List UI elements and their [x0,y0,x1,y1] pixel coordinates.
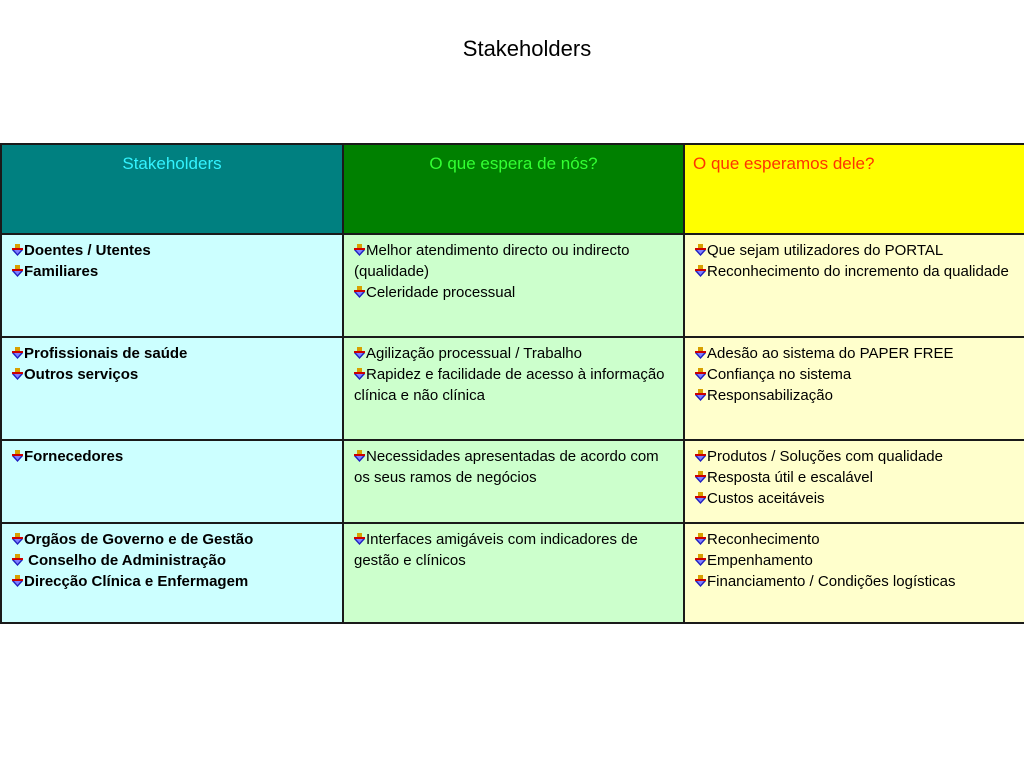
arrow-down-bullet-icon [12,575,23,587]
list-item-text: Fornecedores [24,448,124,465]
arrow-down-bullet-icon [12,554,23,566]
list-item-text: Interfaces amigáveis com indicadores de gestão e clínicos [354,531,642,569]
list-item-text: Agilização processual / Trabalho [366,345,582,362]
list-item [12,240,333,261]
list-item-text: Custos aceitáveis [707,490,825,507]
header-expects-from-us: O que espera de nós? [343,144,684,234]
stakeholders-table [0,143,1024,624]
list-item-text: Rapidez e facilidade de acesso à informação clínica e não clínica [354,366,669,404]
arrow-down-bullet-icon [354,286,365,298]
list-item [695,529,1015,550]
arrow-down-bullet-icon [695,244,706,256]
arrow-down-bullet-icon [695,533,706,545]
list-item-text: Reconhecimento [707,531,820,548]
list-item-text: Financiamento / Condições logísticas [707,573,956,590]
arrow-down-bullet-icon [695,389,706,401]
arrow-down-bullet-icon [354,533,365,545]
list-item [354,282,674,303]
list-item [695,240,1015,261]
list-item [695,364,1015,385]
list-item [12,529,333,550]
arrow-down-bullet-icon [12,244,23,256]
list-item [12,550,333,571]
list-item [12,343,333,364]
list-item [354,529,674,571]
arrow-down-bullet-icon [695,265,706,277]
list-item [695,343,1015,364]
arrow-down-bullet-icon [695,492,706,504]
list-item-text: Responsabilização [707,387,833,404]
list-item-text: Melhor atendimento directo ou indirecto (qualidade) [354,242,634,280]
cell-expects-from-us [343,234,684,337]
cell-we-expect [684,523,1024,623]
list-item-text: Outros serviços [24,366,139,383]
list-item-text: Produtos / Soluções com qualidade [707,448,943,465]
list-item [354,364,674,406]
arrow-down-bullet-icon [695,554,706,566]
list-item [695,261,1015,282]
arrow-down-bullet-icon [354,450,365,462]
arrow-down-bullet-icon [354,244,365,256]
list-item-text: Resposta útil e escalável [707,469,873,486]
header-we-expect: O que esperamos dele? [684,144,1024,234]
list-item-text: Que sejam utilizadores do PORTAL [707,242,944,259]
cell-stakeholders [1,440,343,523]
table-row [1,440,1024,523]
list-item-text: Familiares [24,263,99,280]
list-item [354,446,674,488]
cell-we-expect [684,337,1024,440]
cell-expects-from-us [343,523,684,623]
arrow-down-bullet-icon [695,368,706,380]
list-item-text: Reconhecimento do incremento da qualidade [707,263,1009,280]
arrow-down-bullet-icon [354,347,365,359]
arrow-down-bullet-icon [12,265,23,277]
table-row [1,234,1024,337]
page-title: Stakeholders [462,36,592,61]
list-item [12,571,333,592]
arrow-down-bullet-icon [695,450,706,462]
arrow-down-bullet-icon [695,347,706,359]
list-item [695,488,1015,509]
list-item-text: Profissionais de saúde [24,345,188,362]
arrow-down-bullet-icon [12,368,23,380]
table-row [1,337,1024,440]
list-item [695,550,1015,571]
list-item [12,364,333,385]
arrow-down-bullet-icon [12,347,23,359]
cell-we-expect [684,440,1024,523]
list-item [354,343,674,364]
header-stakeholders: Stakeholders [1,144,343,234]
cell-stakeholders [1,234,343,337]
arrow-down-bullet-icon [12,533,23,545]
list-item [12,261,333,282]
list-item [695,571,1015,592]
list-item-text: Conselho de Administração [24,552,226,569]
list-item-text: Empenhamento [707,552,813,569]
cell-we-expect [684,234,1024,337]
list-item-text: Doentes / Utentes [24,242,151,259]
arrow-down-bullet-icon [12,450,23,462]
list-item [354,240,674,282]
cell-expects-from-us [343,440,684,523]
list-item-text: Celeridade processual [366,284,516,301]
arrow-down-bullet-icon [695,575,706,587]
list-item-text: Direcção Clínica e Enfermagem [24,573,249,590]
list-item [695,467,1015,488]
list-item-text: Adesão ao sistema do PAPER FREE [707,345,954,362]
list-item-text: Orgãos de Governo e de Gestão [24,531,254,548]
cell-stakeholders [1,337,343,440]
arrow-down-bullet-icon [354,368,365,380]
cell-stakeholders [1,523,343,623]
list-item-text: Necessidades apresentadas de acordo com os seus ramos de negócios [354,448,663,486]
list-item [695,446,1015,467]
arrow-down-bullet-icon [695,471,706,483]
list-item [695,385,1015,406]
cell-expects-from-us [343,337,684,440]
table-header-row [1,144,1024,234]
list-item-text: Confiança no sistema [707,366,852,383]
table-row [1,523,1024,623]
list-item [12,446,333,467]
